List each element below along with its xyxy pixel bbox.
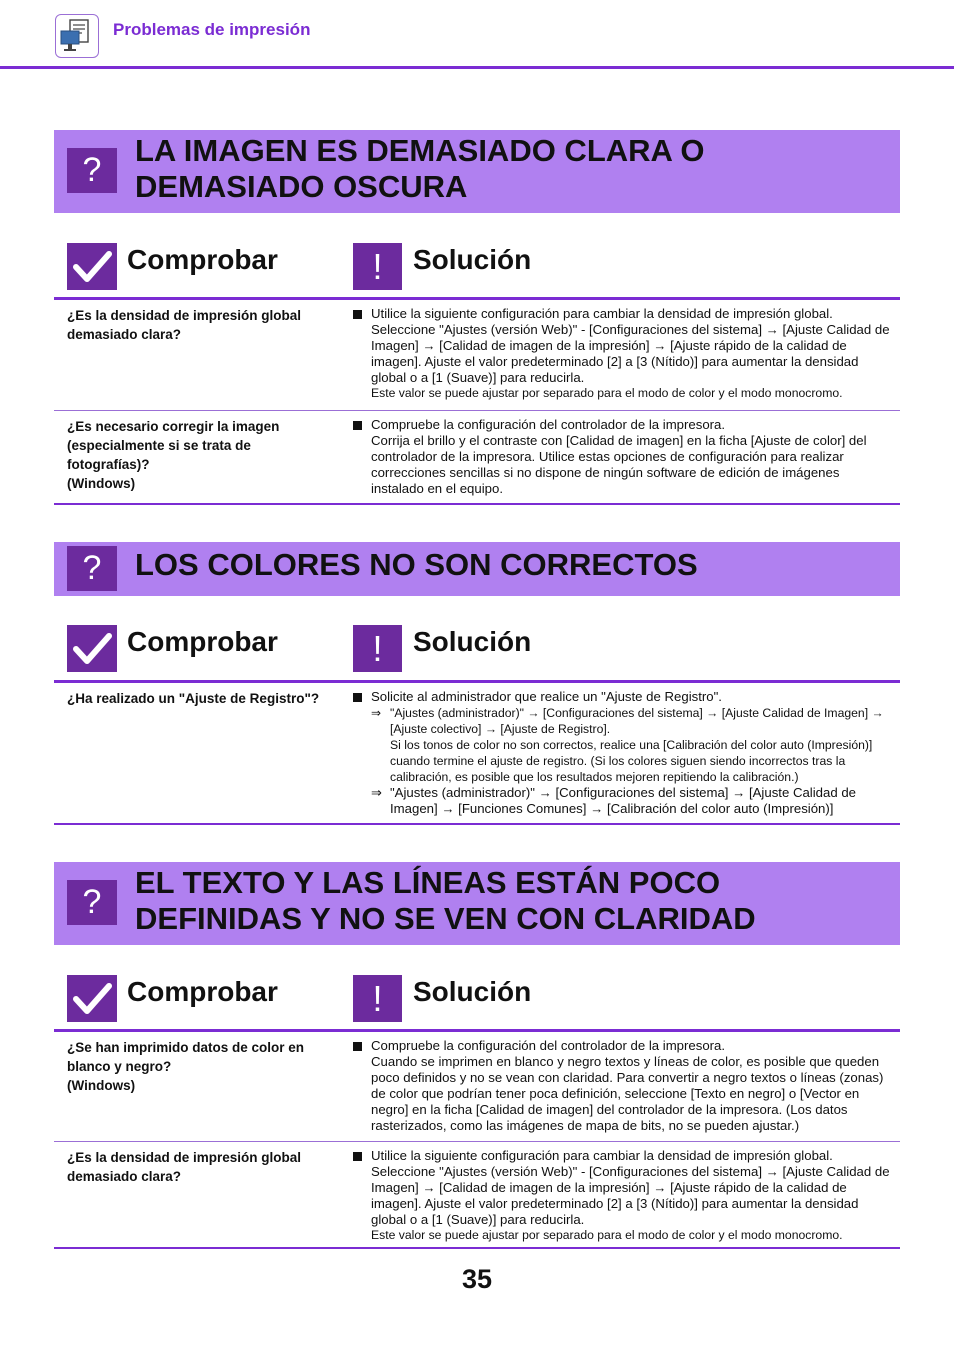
section-title: LOS COLORES NO SON CORRECTOS [135,547,698,582]
question-icon: ? [67,546,117,591]
exclamation-icon: ! [353,625,402,672]
page-header [0,0,954,70]
solution-cell [353,1038,893,1134]
section-text-lines-unclear [54,862,900,1249]
check-question-os: (Windows) [67,1077,136,1093]
solution-cell [353,689,893,817]
check-solution-header [54,614,900,678]
check-solution-header [54,232,900,296]
question-icon: ? [67,880,117,925]
settings-path [371,785,893,817]
arrow-icon: ⇒ [371,705,382,720]
check-question-text: ¿Se han imprimido datos de color en blanco y negro? [67,1039,305,1074]
section-title-line: DEFINIDAS Y NO SE VEN CON CLARIDAD [135,901,756,936]
bullet-icon [353,693,362,702]
page-number: 35 [461,1264,493,1294]
solution-text: Compruebe la configuración del controlador de la impresora. [371,416,726,432]
header-title: Problemas de impresión [113,20,311,39]
section-title-line: DEMASIADO OSCURA [135,169,468,204]
section-title [135,133,890,205]
table-row [54,300,900,410]
solution-label: Solución [413,626,532,657]
check-question-text: ¿Es necesario corregir la imagen (especialmente si se trata de fotografías)? [67,418,280,472]
checkmark-icon [67,243,117,290]
table-bottom-rule [54,503,900,506]
bullet-icon [353,1042,362,1051]
exclamation-icon: ! [353,243,402,290]
solution-info: Si los tonos de color no son correctos, realice una [Calibración del color auto (Impresión)] cuando termine el ajuste de registro. (Si los colores siguen siendo incorrectos tras la calibración, es posible que los resultados mejoren repitiendo la calibración.) [390,737,873,784]
solution-cell [353,306,893,402]
section-banner [54,862,900,945]
table-row [54,1142,900,1247]
solution-label: Solución [413,976,532,1007]
section-title [135,865,890,937]
solution-text: Solicite al administrador que realice un "Ajuste de Registro". [371,688,722,704]
check-label: Comprobar [127,976,278,1007]
section-title-line: EL TEXTO Y LAS LÍNEAS ESTÁN POCO [135,865,721,900]
check-question: ¿Ha realizado un "Ajuste de Registro"? [67,690,320,706]
question-icon: ? [67,148,117,193]
solution-text: Utilice la siguiente configuración para cambiar la densidad de impresión global. Seleccione "Ajustes (versión Web)" - [Configuraciones del sistema] → [Ajuste Calidad de Imagen] → [Calidad de imagen de la impresión] → [Ajuste rápido de la calidad de imagen]. Ajuste el valor predeterminado [2] a [3 (Nítido)] para aumentar la densidad global o a [1 (Suave)] para reducirla. [371,305,890,385]
bullet-icon [353,310,362,319]
table-row [54,1032,900,1141]
checkmark-icon [67,975,117,1022]
table-bottom-rule [54,823,900,826]
section-banner [54,130,900,213]
solution-note: Este valor se puede ajustar por separado para el modo de color y el modo monocromo. [371,1227,843,1242]
check-solution-header [54,964,900,1028]
check-question: ¿Es la densidad de impresión global demasiado clara? [67,307,302,342]
solution-text: Compruebe la configuración del controlador de la impresora. [371,1037,726,1053]
solution-note: Este valor se puede ajustar por separado para el modo de color y el modo monocromo. [371,385,843,400]
solution-label: Solución [413,244,532,275]
check-label: Comprobar [127,244,278,275]
settings-path [371,705,893,737]
section-banner [54,542,900,596]
table-row [54,683,900,823]
solution-text: Utilice la siguiente configuración para cambiar la densidad de impresión global. Seleccione "Ajustes (versión Web)" - [Configuraciones del sistema] → [Ajuste Calidad de Imagen] → [Calidad de imagen de la impresión] → [Ajuste rápido de la calidad de imagen]. Ajuste el valor predeterminado [2] a [3 (Nítido)] para aumentar la densidad global o a [1 (Suave)] para reducirla. [371,1147,890,1227]
solution-detail: Cuando se imprimen en blanco y negro textos y líneas de color, es posible que queden poco definidos y no se vean con claridad. Para convertir a negro textos o líneas (zonas) de color que podrían tener poca definición, seleccione [Texto en negro] o [Vector en negro] en la ficha [Calidad de imagen] del controlador de la impresora. (Los datos rasterizados, como las imágenes de mapa de bits, no se pueden ajustar.) [371,1053,884,1133]
check-label: Comprobar [127,626,278,657]
settings-path-text: "Ajustes (administrador)" → [Configuraciones del sistema] → [Ajuste Calidad de Imagen] → [Ajuste colectivo] → [Ajuste de Registro]. [390,705,884,736]
table-row [54,411,900,503]
arrow-icon: ⇒ [371,784,383,800]
printer-document-icon [55,14,99,58]
solution-cell [353,1148,893,1244]
checkmark-icon [67,625,117,672]
check-question [67,1038,329,1095]
header-divider [0,66,954,69]
section-image-too-light-dark [54,130,900,505]
solution-cell [353,417,893,497]
settings-path-text: "Ajustes (administrador)" → [Configuraciones del sistema] → [Ajuste Calidad de Imagen] → [Funciones Comunes] → [Calibración del color auto (Impresión)] [390,784,856,816]
bullet-icon [353,421,362,430]
solution-detail: Corrija el brillo y el contraste con [Calidad de imagen] en la ficha [Ajuste de color] del controlador de la impresora. Utilice estas opciones de configuración para realizar correcciones sencillas si no dispone de ningún software de edición de imágenes instalado en el equipo. [371,432,867,496]
section-colors-incorrect [54,542,900,825]
exclamation-icon: ! [353,975,402,1022]
section-title-line: LA IMAGEN ES DEMASIADO CLARA O [135,133,705,168]
check-question [67,417,329,493]
check-question-os: (Windows) [67,475,136,491]
bullet-icon [353,1152,362,1161]
check-question: ¿Es la densidad de impresión global demasiado clara? [67,1149,302,1184]
table-bottom-rule [54,1247,900,1250]
